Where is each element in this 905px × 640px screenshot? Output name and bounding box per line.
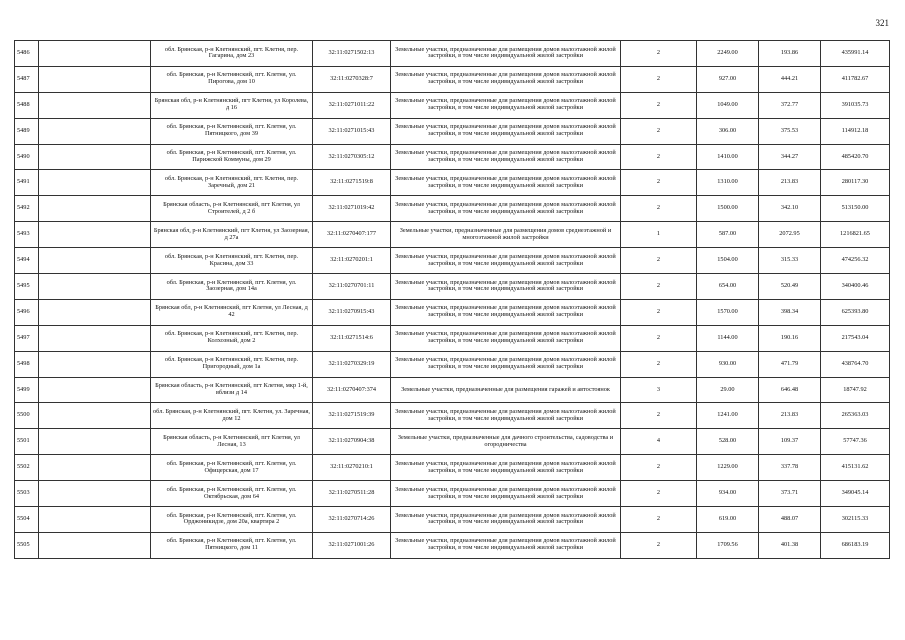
- area-cell: 1229.00: [697, 455, 759, 481]
- row-number: 5505: [15, 532, 39, 558]
- spacer-cell: [39, 532, 151, 558]
- cadastral-number-cell: 32:11:0270210:1: [313, 455, 391, 481]
- group-cell: 3: [621, 377, 697, 403]
- spacer-cell: [39, 222, 151, 248]
- table-row: [15, 248, 890, 274]
- area-cell: 1504.00: [697, 248, 759, 274]
- land-use-cell: Земельные участки, предназначенные для размещения домов малоэтажной жилой застройки, в том числе индивидуальной жилой застройки: [391, 455, 621, 481]
- address-cell: Брянская обл, р-н Клетнянский, пгт Клетня, ул Лесная, д 42: [151, 299, 313, 325]
- spacer-cell: [39, 377, 151, 403]
- land-use-cell: Земельные участки, предназначенные для размещения домов среднеэтажной и многоэтажной жилой застройки: [391, 222, 621, 248]
- area-cell: 528.00: [697, 429, 759, 455]
- specific-value-cell: 315.33: [759, 248, 821, 274]
- specific-value-cell: 520.49: [759, 274, 821, 300]
- land-use-cell: Земельные участки, предназначенные для размещения гаражей и автостоянок: [391, 377, 621, 403]
- row-number: 5488: [15, 92, 39, 118]
- land-use-cell: Земельные участки, предназначенные для дачного строительства, садоводства и огородничества: [391, 429, 621, 455]
- row-number: 5495: [15, 274, 39, 300]
- land-use-cell: Земельные участки, предназначенные для размещения домов малоэтажной жилой застройки, в том числе индивидуальной жилой застройки: [391, 118, 621, 144]
- spacer-cell: [39, 144, 151, 170]
- cadastral-value-cell: 391035.73: [821, 92, 890, 118]
- group-cell: 2: [621, 196, 697, 222]
- area-cell: 1144.00: [697, 325, 759, 351]
- cadastral-value-cell: 217543.04: [821, 325, 890, 351]
- area-cell: 927.00: [697, 66, 759, 92]
- specific-value-cell: 398.34: [759, 299, 821, 325]
- address-cell: обл. Брянская, р-н Клетнянский, пгт. Клетня, ул. Заозерная, дом 14а: [151, 274, 313, 300]
- area-cell: 619.00: [697, 507, 759, 533]
- cadastral-number-cell: 32:11:0271011:22: [313, 92, 391, 118]
- group-cell: 2: [621, 66, 697, 92]
- group-cell: 2: [621, 170, 697, 196]
- land-use-cell: Земельные участки, предназначенные для размещения домов малоэтажной жилой застройки, в том числе индивидуальной жилой застройки: [391, 248, 621, 274]
- group-cell: 2: [621, 118, 697, 144]
- spacer-cell: [39, 455, 151, 481]
- area-cell: 2249.00: [697, 41, 759, 67]
- cadastral-value-cell: 438764.70: [821, 351, 890, 377]
- area-cell: 930.00: [697, 351, 759, 377]
- group-cell: 2: [621, 351, 697, 377]
- row-number: 5500: [15, 403, 39, 429]
- group-cell: 2: [621, 403, 697, 429]
- cadastral-value-cell: 114912.18: [821, 118, 890, 144]
- cadastral-value-cell: 340400.46: [821, 274, 890, 300]
- area-cell: 934.00: [697, 481, 759, 507]
- specific-value-cell: 373.71: [759, 481, 821, 507]
- cadastral-number-cell: 32:11:0271519:8: [313, 170, 391, 196]
- address-cell: обл. Брянская, р-н Клетнянский, пгт. Клетня, пер. Колхозный, дом 2: [151, 325, 313, 351]
- group-cell: 2: [621, 274, 697, 300]
- specific-value-cell: 646.48: [759, 377, 821, 403]
- row-number: 5494: [15, 248, 39, 274]
- spacer-cell: [39, 92, 151, 118]
- cadastral-number-cell: 32:11:0271502:13: [313, 41, 391, 67]
- cadastral-number-cell: 32:11:0270714:26: [313, 507, 391, 533]
- table-row: [15, 118, 890, 144]
- specific-value-cell: 109.37: [759, 429, 821, 455]
- table-row: [15, 41, 890, 67]
- specific-value-cell: 471.79: [759, 351, 821, 377]
- table-row: [15, 170, 890, 196]
- specific-value-cell: 375.53: [759, 118, 821, 144]
- land-use-cell: Земельные участки, предназначенные для размещения домов малоэтажной жилой застройки, в том числе индивидуальной жилой застройки: [391, 41, 621, 67]
- land-use-cell: Земельные участки, предназначенные для размещения домов малоэтажной жилой застройки, в том числе индивидуальной жилой застройки: [391, 144, 621, 170]
- address-cell: обл. Брянская, р-н Клетнянский, пгт. Клетня, пер. Красина, дом 33: [151, 248, 313, 274]
- table-row: [15, 507, 890, 533]
- row-number: 5490: [15, 144, 39, 170]
- table-row: [15, 481, 890, 507]
- area-cell: 654.00: [697, 274, 759, 300]
- land-use-cell: Земельные участки, предназначенные для размещения домов малоэтажной жилой застройки, в том числе индивидуальной жилой застройки: [391, 274, 621, 300]
- spacer-cell: [39, 196, 151, 222]
- land-use-cell: Земельные участки, предназначенные для размещения домов малоэтажной жилой застройки, в том числе индивидуальной жилой застройки: [391, 403, 621, 429]
- table-row: [15, 66, 890, 92]
- table-row: [15, 455, 890, 481]
- row-number: 5487: [15, 66, 39, 92]
- group-cell: 2: [621, 299, 697, 325]
- spacer-cell: [39, 507, 151, 533]
- cadastral-number-cell: 32:11:0271015:43: [313, 118, 391, 144]
- table-row: [15, 92, 890, 118]
- table-body: [15, 41, 890, 559]
- group-cell: 2: [621, 455, 697, 481]
- cadastral-value-cell: 435991.14: [821, 41, 890, 67]
- address-cell: обл. Брянская, р-н Клетнянский, пгт. Клетня, пер. Пригородный, дом 1а: [151, 351, 313, 377]
- cadastral-value-cell: 411782.67: [821, 66, 890, 92]
- group-cell: 2: [621, 481, 697, 507]
- land-use-cell: Земельные участки, предназначенные для размещения домов малоэтажной жилой застройки, в том числе индивидуальной жилой застройки: [391, 92, 621, 118]
- table-row: [15, 196, 890, 222]
- table-row: [15, 299, 890, 325]
- group-cell: 4: [621, 429, 697, 455]
- cadastral-number-cell: 32:11:0270904:38: [313, 429, 391, 455]
- specific-value-cell: 190.16: [759, 325, 821, 351]
- cadastral-value-cell: 513150.00: [821, 196, 890, 222]
- address-cell: обл. Брянская, р-н Клетнянский, пгт. Клетня, ул. Пятницкого, дом 11: [151, 532, 313, 558]
- spacer-cell: [39, 403, 151, 429]
- cadastral-number-cell: 32:11:0270511:28: [313, 481, 391, 507]
- land-use-cell: Земельные участки, предназначенные для размещения домов малоэтажной жилой застройки, в том числе индивидуальной жилой застройки: [391, 532, 621, 558]
- land-use-cell: Земельные участки, предназначенные для размещения домов малоэтажной жилой застройки, в том числе индивидуальной жилой застройки: [391, 507, 621, 533]
- cadastral-number-cell: 32:11:0270407:374: [313, 377, 391, 403]
- group-cell: 2: [621, 507, 697, 533]
- address-cell: обл. Брянская, р-н Клетнянский, пгт. Клетня, ул. Заречная, дом 12: [151, 403, 313, 429]
- spacer-cell: [39, 170, 151, 196]
- group-cell: 1: [621, 222, 697, 248]
- spacer-cell: [39, 274, 151, 300]
- row-number: 5491: [15, 170, 39, 196]
- land-use-cell: Земельные участки, предназначенные для размещения домов малоэтажной жилой застройки, в том числе индивидуальной жилой застройки: [391, 299, 621, 325]
- row-number: 5501: [15, 429, 39, 455]
- table-row: [15, 222, 890, 248]
- cadastral-value-cell: 349045.14: [821, 481, 890, 507]
- table-row: [15, 532, 890, 558]
- specific-value-cell: 2072.95: [759, 222, 821, 248]
- address-cell: обл. Брянская, р-н Клетнянский, пгт. Клетня, ул. Орджоникидзе, дом 20а, квартира 2: [151, 507, 313, 533]
- address-cell: Брянская обл, р-н Клетнянский, пгт Клетня, ул Королева, д 16: [151, 92, 313, 118]
- land-use-cell: Земельные участки, предназначенные для размещения домов малоэтажной жилой застройки, в том числе индивидуальной жилой застройки: [391, 481, 621, 507]
- cadastral-number-cell: 32:11:0271001:26: [313, 532, 391, 558]
- specific-value-cell: 488.07: [759, 507, 821, 533]
- address-cell: обл. Брянская, р-н Клетнянский, пгт. Клетня, пер. Заречный, дом 21: [151, 170, 313, 196]
- cadastral-value-cell: 625393.80: [821, 299, 890, 325]
- specific-value-cell: 444.21: [759, 66, 821, 92]
- row-number: 5502: [15, 455, 39, 481]
- land-use-cell: Земельные участки, предназначенные для размещения домов малоэтажной жилой застройки, в том числе индивидуальной жилой застройки: [391, 66, 621, 92]
- cadastral-value-cell: 57747.36: [821, 429, 890, 455]
- spacer-cell: [39, 299, 151, 325]
- specific-value-cell: 372.77: [759, 92, 821, 118]
- row-number: 5504: [15, 507, 39, 533]
- land-use-cell: Земельные участки, предназначенные для размещения домов малоэтажной жилой застройки, в том числе индивидуальной жилой застройки: [391, 196, 621, 222]
- address-cell: обл. Брянская, р-н Клетнянский, пгт. Клетня, ул. Пятницкого, дом 39: [151, 118, 313, 144]
- cadastral-number-cell: 32:11:0270915:43: [313, 299, 391, 325]
- spacer-cell: [39, 66, 151, 92]
- address-cell: обл. Брянская, р-н Клетнянский, пгт. Клетня, пер. Гагарина, дом 23: [151, 41, 313, 67]
- address-cell: Брянская область, р-н Клетнянский, пгт Клетня, ул Лесная, 13: [151, 429, 313, 455]
- row-number: 5498: [15, 351, 39, 377]
- cadastral-value-cell: 280117.30: [821, 170, 890, 196]
- table-row: [15, 403, 890, 429]
- spacer-cell: [39, 351, 151, 377]
- area-cell: 1709.56: [697, 532, 759, 558]
- specific-value-cell: 337.78: [759, 455, 821, 481]
- row-number: 5493: [15, 222, 39, 248]
- table-row: [15, 377, 890, 403]
- group-cell: 2: [621, 248, 697, 274]
- group-cell: 2: [621, 92, 697, 118]
- cadastral-value-cell: 265363.03: [821, 403, 890, 429]
- land-use-cell: Земельные участки, предназначенные для размещения домов малоэтажной жилой застройки, в том числе индивидуальной жилой застройки: [391, 325, 621, 351]
- group-cell: 2: [621, 532, 697, 558]
- cadastral-value-cell: 474256.32: [821, 248, 890, 274]
- row-number: 5499: [15, 377, 39, 403]
- spacer-cell: [39, 325, 151, 351]
- address-cell: Брянская область, р-н Клетнянский, пгт Клетня, ул Строителей, д 2 б: [151, 196, 313, 222]
- table-row: [15, 429, 890, 455]
- area-cell: 1410.00: [697, 144, 759, 170]
- row-number: 5503: [15, 481, 39, 507]
- address-cell: обл. Брянская, р-н Клетнянский, пгт. Клетня, ул. Парижской Коммуны, дом 29: [151, 144, 313, 170]
- row-number: 5492: [15, 196, 39, 222]
- cadastral-value-cell: 485420.70: [821, 144, 890, 170]
- address-cell: Брянская обл, р-н Клетнянский, пгт Клетня, ул Заозерная, д 27а: [151, 222, 313, 248]
- spacer-cell: [39, 248, 151, 274]
- cadastral-number-cell: 32:11:0270328:7: [313, 66, 391, 92]
- cadastral-number-cell: 32:11:0270329:19: [313, 351, 391, 377]
- spacer-cell: [39, 41, 151, 67]
- area-cell: 29.00: [697, 377, 759, 403]
- row-number: 5486: [15, 41, 39, 67]
- cadastral-number-cell: 32:11:0270701:11: [313, 274, 391, 300]
- cadastral-number-cell: 32:11:0271519:39: [313, 403, 391, 429]
- area-cell: 587.00: [697, 222, 759, 248]
- cadastral-number-cell: 32:11:0271514:6: [313, 325, 391, 351]
- table-row: [15, 274, 890, 300]
- specific-value-cell: 213.83: [759, 170, 821, 196]
- specific-value-cell: 213.83: [759, 403, 821, 429]
- area-cell: 1310.00: [697, 170, 759, 196]
- area-cell: 1570.00: [697, 299, 759, 325]
- area-cell: 1500.00: [697, 196, 759, 222]
- group-cell: 2: [621, 325, 697, 351]
- specific-value-cell: 193.86: [759, 41, 821, 67]
- cadastral-value-cell: 415131.62: [821, 455, 890, 481]
- spacer-cell: [39, 118, 151, 144]
- row-number: 5497: [15, 325, 39, 351]
- area-cell: 1241.00: [697, 403, 759, 429]
- address-cell: обл. Брянская, р-н Клетнянский, пгт. Клетня, ул. Октябрьская, дом 64: [151, 481, 313, 507]
- address-cell: Брянская область, р-н Клетнянский, пгт Клетня, мкр 1-й, вблизи д 14: [151, 377, 313, 403]
- group-cell: 2: [621, 41, 697, 67]
- cadastral-number-cell: 32:11:0270305:12: [313, 144, 391, 170]
- table-row: [15, 351, 890, 377]
- address-cell: обл. Брянская, р-н Клетнянский, пгт. Клетня, ул. Офицерская, дом 17: [151, 455, 313, 481]
- cadastral-value-table: [14, 40, 890, 559]
- land-use-cell: Земельные участки, предназначенные для размещения домов малоэтажной жилой застройки, в том числе индивидуальной жилой застройки: [391, 351, 621, 377]
- address-cell: обл. Брянская, р-н Клетнянский, пгт. Клетня, ул. Пирогова, дом 10: [151, 66, 313, 92]
- table-row: [15, 144, 890, 170]
- cadastral-value-cell: 1216821.65: [821, 222, 890, 248]
- spacer-cell: [39, 481, 151, 507]
- specific-value-cell: 344.27: [759, 144, 821, 170]
- table-row: [15, 325, 890, 351]
- row-number: 5489: [15, 118, 39, 144]
- row-number: 5496: [15, 299, 39, 325]
- cadastral-value-cell: 18747.92: [821, 377, 890, 403]
- specific-value-cell: 401.38: [759, 532, 821, 558]
- area-cell: 306.00: [697, 118, 759, 144]
- cadastral-number-cell: 32:11:0270407:177: [313, 222, 391, 248]
- specific-value-cell: 342.10: [759, 196, 821, 222]
- cadastral-value-cell: 302115.33: [821, 507, 890, 533]
- spacer-cell: [39, 429, 151, 455]
- land-use-cell: Земельные участки, предназначенные для размещения домов малоэтажной жилой застройки, в том числе индивидуальной жилой застройки: [391, 170, 621, 196]
- cadastral-number-cell: 32:11:0271019:42: [313, 196, 391, 222]
- group-cell: 2: [621, 144, 697, 170]
- area-cell: 1049.00: [697, 92, 759, 118]
- cadastral-number-cell: 32:11:0270201:1: [313, 248, 391, 274]
- page-number: 321: [875, 18, 889, 28]
- cadastral-value-cell: 686183.19: [821, 532, 890, 558]
